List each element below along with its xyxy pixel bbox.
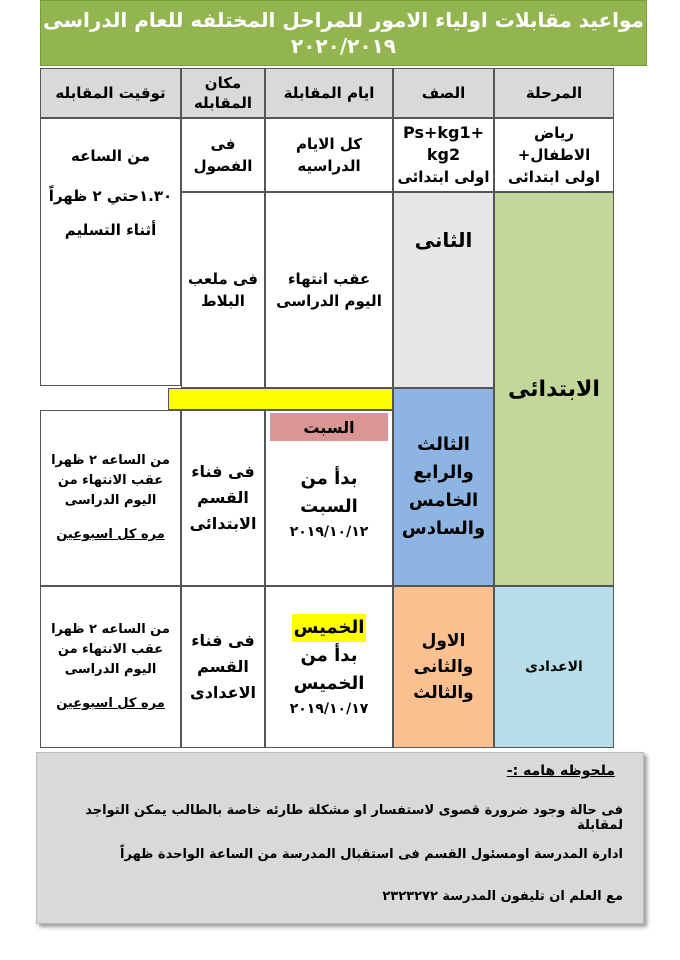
kg-time-cell: من الساعه ١.٣٠حتي ٢ ظهراً أثناء التسليم <box>40 118 181 386</box>
upper-primary-time-cell: من الساعه ٢ ظهرا عقب الانتهاء من اليوم الدراسى مره كل اسبوعين <box>40 410 181 586</box>
prep-stage-cell: الاعدادى <box>494 586 614 748</box>
second-days-cell: عقب انتهاء اليوم الدراسى <box>265 192 393 388</box>
title-line-1: مواعيد مقابلات اولياء الامور للمراحل المختلفه للعام الدراسى <box>43 8 644 32</box>
prep-days-cell: الخميس بدأ من الخميس ٢٠١٩/١٠/١٧ <box>265 586 393 748</box>
note-line-2: ادارة المدرسة اومسئول القسم فى استقبال المدرسة من الساعة الواحدة ظهراً <box>120 847 623 862</box>
prep-place-cell: فى فناء القسم الاعدادى <box>181 586 265 748</box>
kg-stage-cell: رياض الاطفال+ اولى ابتدائى <box>494 118 614 192</box>
second-grade-cell: الثانى <box>393 192 494 388</box>
kg-grade-cell: Ps+kg1+ kg2 اولى ابتدائى <box>393 118 494 192</box>
header-grade: الصف <box>393 68 494 118</box>
header-place: مكان المقابله <box>181 68 265 118</box>
upper-primary-days-cell: السبت بدأ من السبت ٢٠١٩/١٠/١٢ <box>265 410 393 586</box>
title-line-2: ٢٠٢٠/٢٠١٩ <box>291 34 396 58</box>
prep-grade-cell: الاول والثانى والثالث <box>393 586 494 748</box>
upper-primary-place-cell: فى فناء القسم الابتدائى <box>181 410 265 586</box>
upper-primary-grade-cell: الثالث والرابع الخامس والسادس <box>393 388 494 586</box>
kg-days-cell: كل الايام الدراسيه <box>265 118 393 192</box>
note-line-1: فى حالة وجود ضرورة قصوى لاستفسار او مشكلة طارئه خاصة بالطالب يمكن التواجد لمقابلة <box>85 803 623 833</box>
page-title <box>40 0 647 66</box>
saturday-tag: السبت <box>270 413 388 441</box>
prep-time-cell: من الساعه ٢ ظهرا عقب الانتهاء من اليوم الدراسى مره كل اسبوعين <box>40 586 181 748</box>
note-heading: ملحوظه هامه :- <box>506 763 615 779</box>
highlight-bar <box>168 388 393 410</box>
note-line-3: مع العلم ان تليفون المدرسة ٢٣٢٣٢٧٢ <box>382 889 623 904</box>
header-time: توقيت المقابله <box>40 68 181 118</box>
primary-stage-cell: الابتدائى <box>494 192 614 586</box>
important-note <box>36 752 644 924</box>
thursday-tag: الخميس <box>292 614 367 642</box>
header-stage: المرحلة <box>494 68 614 118</box>
kg-place-cell: فى الفصول <box>181 118 265 192</box>
second-place-cell: فى ملعب البلاط <box>181 192 265 388</box>
header-days: ايام المقابلة <box>265 68 393 118</box>
